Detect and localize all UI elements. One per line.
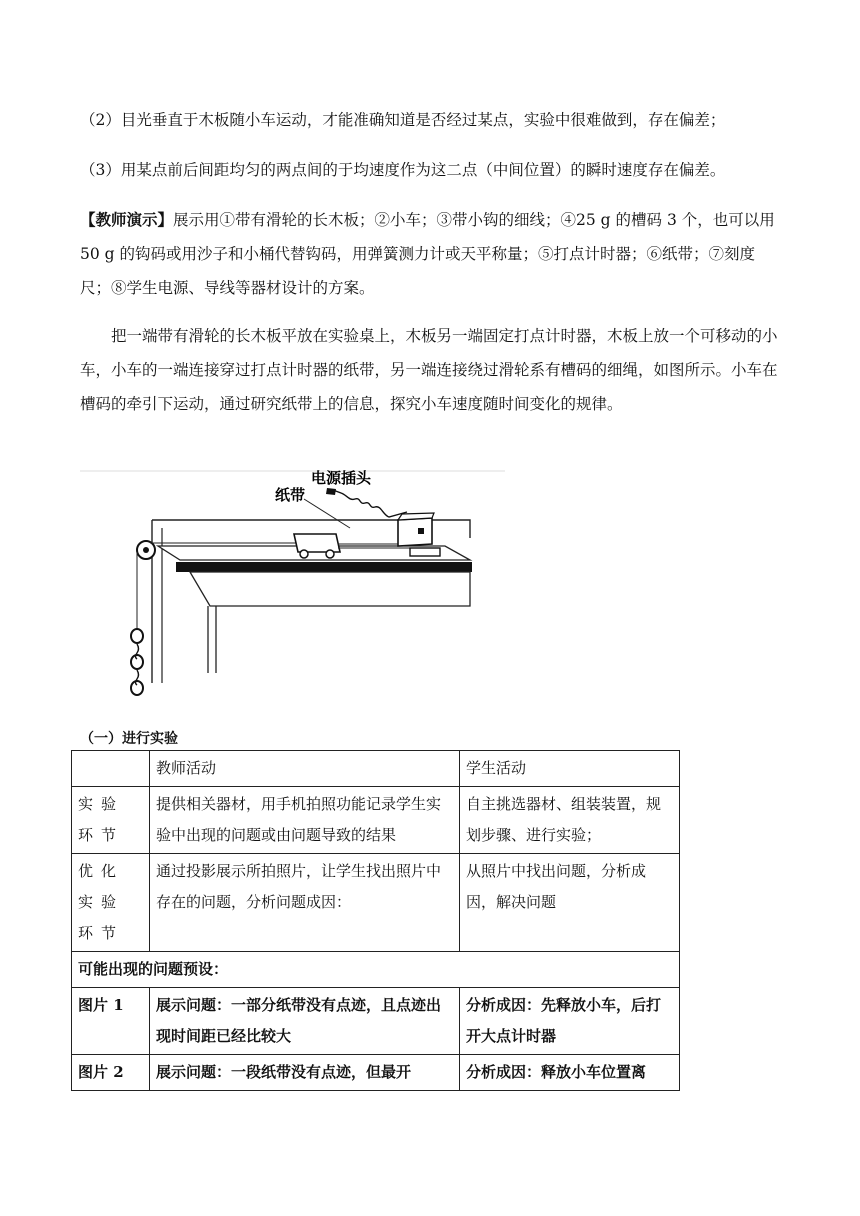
table-cell: 展示问题：一段纸带没有点迹，但最开 [150, 1055, 460, 1091]
table-row [72, 988, 680, 1055]
table-span-row [72, 952, 680, 988]
table-cell [72, 751, 150, 787]
table-cell: 从照片中找出问题，分析成因，解决问题 [460, 854, 680, 952]
table-row [72, 787, 680, 854]
experiment-apparatus-figure [80, 468, 510, 718]
table-cell: 提供相关器材，用手机拍照功能记录学生实验中出现的问题或由问题导致的结果 [150, 787, 460, 854]
table-cell: 展示问题：一部分纸带没有点迹，且点迹出现时间距已经比较大 [150, 988, 460, 1055]
teacher-demo-tag: 【教师演示】 [80, 210, 174, 229]
table-cell: 分析成因：释放小车位置离 [460, 1055, 680, 1091]
table-cell: 图片 1 [72, 988, 150, 1055]
paragraph-3: （3）用某点前后间距均匀的两点间的于均速度作为这二点（中间位置）的瞬时速度存在偏差。 [80, 161, 726, 179]
table-header-teacher: 教师活动 [150, 751, 460, 787]
table-cell: 图片 2 [72, 1055, 150, 1091]
table-cell: 分析成因：先释放小车，后打开大点计时器 [460, 988, 680, 1055]
table-cell: 可能出现的问题预设： [72, 952, 680, 988]
figure-label-tape: 纸带 [275, 486, 306, 504]
setup-paragraph: 把一端带有滑轮的长木板平放在实验桌上，木板另一端固定打点计时器，木板上放一个可移动的小车，小车的一端连接穿过打点计时器的纸带，另一端连接绕过滑轮系有槽码的细绳，如图所示。小车在槽码的牵引下运动，通过研究纸带上的信息，探究小车速度随时间变化的规律。 [80, 327, 778, 413]
teacher-demo-body: 展示用①带有滑轮的长木板；②小车；③带小钩的细线；④25 g 的槽码 3 个，也可以用 50 g 的钩码或用沙子和小桶代替钩码，用弹簧测力计或天平称量；⑤打点计时器；⑥纸带；⑦刻度尺；⑧学生电源、导线等器材设计的方案。 [80, 211, 775, 297]
table-header-student: 学生活动 [460, 751, 680, 787]
paragraph-2: （2）目光垂直于木板随小车运动，才能准确知道是否经过某点，实验中很难做到，存在偏差； [80, 111, 726, 129]
table-cell: 自主挑选器材、组装装置，规划步骤、进行实验； [460, 787, 680, 854]
table-cell: 通过投影展示所拍照片，让学生找出照片中存在的问题，分析问题成因： [150, 854, 460, 952]
table-cell: 优化实验环节 [72, 854, 150, 952]
section-heading: （一）进行实验 [80, 731, 178, 747]
experiment-table [71, 750, 680, 1091]
teacher-demo-paragraph [80, 203, 785, 305]
table-row [72, 854, 680, 952]
table-cell: 实验环节 [72, 787, 150, 854]
table-row [72, 1055, 680, 1091]
table-header-row [72, 751, 680, 787]
figure-label-plug: 电源插头 [311, 469, 372, 487]
